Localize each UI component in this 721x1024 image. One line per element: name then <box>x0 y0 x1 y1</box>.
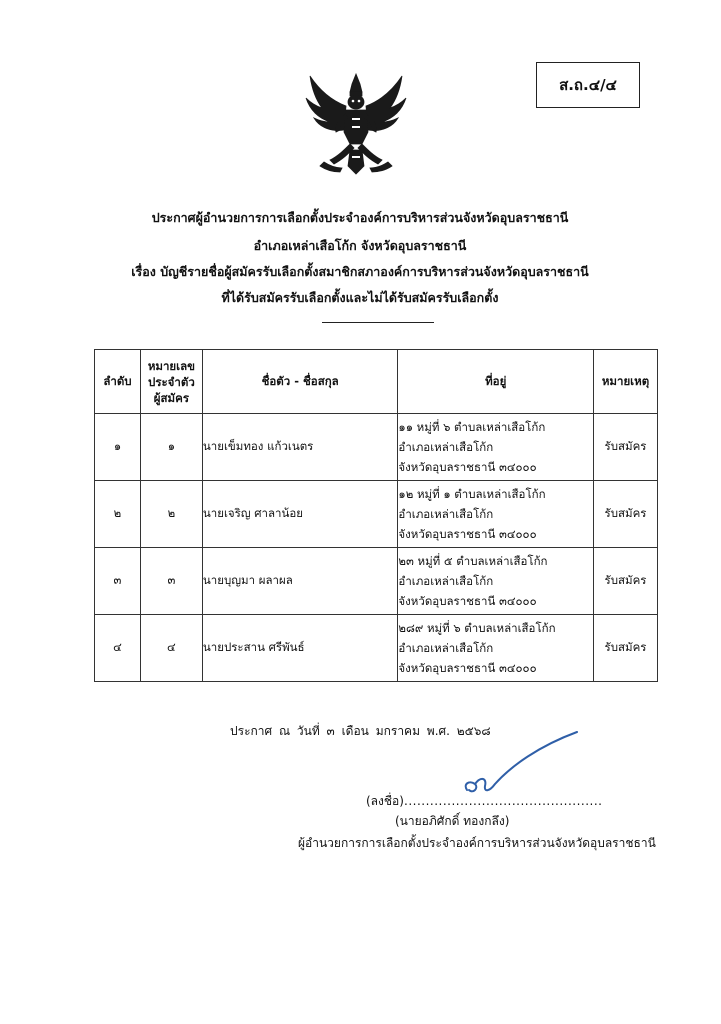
cell-order: ๔ <box>95 615 141 682</box>
header-line-2: อำเภอเหล่าเสือโก้ก จังหวัดอุบลราชธานี <box>253 238 467 253</box>
address-line-3: จังหวัดอุบลราชธานี ๓๔๐๐๐ <box>398 527 537 541</box>
header-number <box>140 350 202 414</box>
cell-number: ๒ <box>140 481 202 548</box>
table-header-row <box>95 350 658 414</box>
header-order: ลำดับ <box>95 350 141 414</box>
table-row <box>95 414 658 481</box>
header-note: หมายเหตุ <box>594 350 658 414</box>
cell-note: รับสมัคร <box>594 548 658 615</box>
header-address: ที่อยู่ <box>398 350 594 414</box>
cell-note: รับสมัคร <box>594 414 658 481</box>
header-line-4: ที่ได้รับสมัครรับเลือกตั้งและไม่ได้รับสมัครรับเลือกตั้ง <box>221 290 499 305</box>
announcement-date: ประกาศ ณ วันที่ ๓ เดือน มกราคม พ.ศ. ๒๕๖๘ <box>230 724 491 738</box>
cell-order: ๑ <box>95 414 141 481</box>
signature-label: (ลงชื่อ) <box>366 794 404 808</box>
form-code-label: ส.ถ.๔/๔ <box>559 76 617 94</box>
address-line-2: อำเภอเหล่าเสือโก้ก <box>398 440 494 454</box>
cell-order: ๓ <box>95 548 141 615</box>
cell-number: ๓ <box>140 548 202 615</box>
cell-number: ๔ <box>140 615 202 682</box>
address-line-1: ๑๑ หมู่ที่ ๖ ตำบลเหล่าเสือโก้ก <box>398 420 546 434</box>
address-line-2: อำเภอเหล่าเสือโก้ก <box>398 574 494 588</box>
address-line-3: จังหวัดอุบลราชธานี ๓๔๐๐๐ <box>398 661 537 675</box>
address-line-3: จังหวัดอุบลราชธานี ๓๔๐๐๐ <box>398 460 537 474</box>
signer-position: ผู้อำนวยการการเลือกตั้งประจำองค์การบริหารส่วนจังหวัดอุบลราชธานี <box>298 836 656 850</box>
address-line-2: อำเภอเหล่าเสือโก้ก <box>398 507 494 521</box>
signature-line: .............................................. <box>404 794 603 808</box>
table-row <box>95 548 658 615</box>
table-row <box>95 481 658 548</box>
header-line-3: เรื่อง บัญชีรายชื่อผู้สมัครรับเลือกตั้งสมาชิกสภาองค์การบริหารส่วนจังหวัดอุบลราชธานี <box>131 264 589 279</box>
cell-note: รับสมัคร <box>594 481 658 548</box>
header-name: ชื่อตัว - ชื่อสกุล <box>202 350 398 414</box>
address-line-3: จังหวัดอุบลราชธานี ๓๔๐๐๐ <box>398 594 537 608</box>
candidate-table <box>94 349 658 682</box>
cell-name: นายประสาน ศรีพันธ์ <box>202 615 398 682</box>
signer-name: (นายอภิศักดิ์ ทองกลึง) <box>395 814 510 828</box>
header-line-1: ประกาศผู้อำนวยการการเลือกตั้งประจำองค์การบริหารส่วนจังหวัดอุบลราชธานี <box>151 210 569 225</box>
address-line-1: ๒๘๙ หมู่ที่ ๖ ตำบลเหล่าเสือโก้ก <box>398 621 556 635</box>
cell-address <box>398 615 594 682</box>
table-row <box>95 615 658 682</box>
cell-name: นายบุญมา ผลาผล <box>202 548 398 615</box>
cell-address <box>398 414 594 481</box>
address-line-2: อำเภอเหล่าเสือโก้ก <box>398 641 494 655</box>
header-number-line-1: หมายเลข <box>147 358 196 373</box>
cell-order: ๒ <box>95 481 141 548</box>
address-line-1: ๒๓ หมู่ที่ ๕ ตำบลเหล่าเสือโก้ก <box>398 554 548 568</box>
header-number-line-3: ผู้สมัคร <box>153 390 190 405</box>
cell-note: รับสมัคร <box>594 615 658 682</box>
garuda-emblem-icon <box>300 70 412 178</box>
header-divider <box>322 322 434 323</box>
cell-name: นายเจริญ ศาลาน้อย <box>202 481 398 548</box>
cell-name: นายเข็มทอง แก้วเนตร <box>202 414 398 481</box>
cell-address <box>398 548 594 615</box>
cell-address <box>398 481 594 548</box>
form-code-box <box>536 62 640 108</box>
cell-number: ๑ <box>140 414 202 481</box>
header-number-line-2: ประจำตัว <box>148 374 195 389</box>
address-line-1: ๑๒ หมู่ที่ ๑ ตำบลเหล่าเสือโก้ก <box>398 487 546 501</box>
